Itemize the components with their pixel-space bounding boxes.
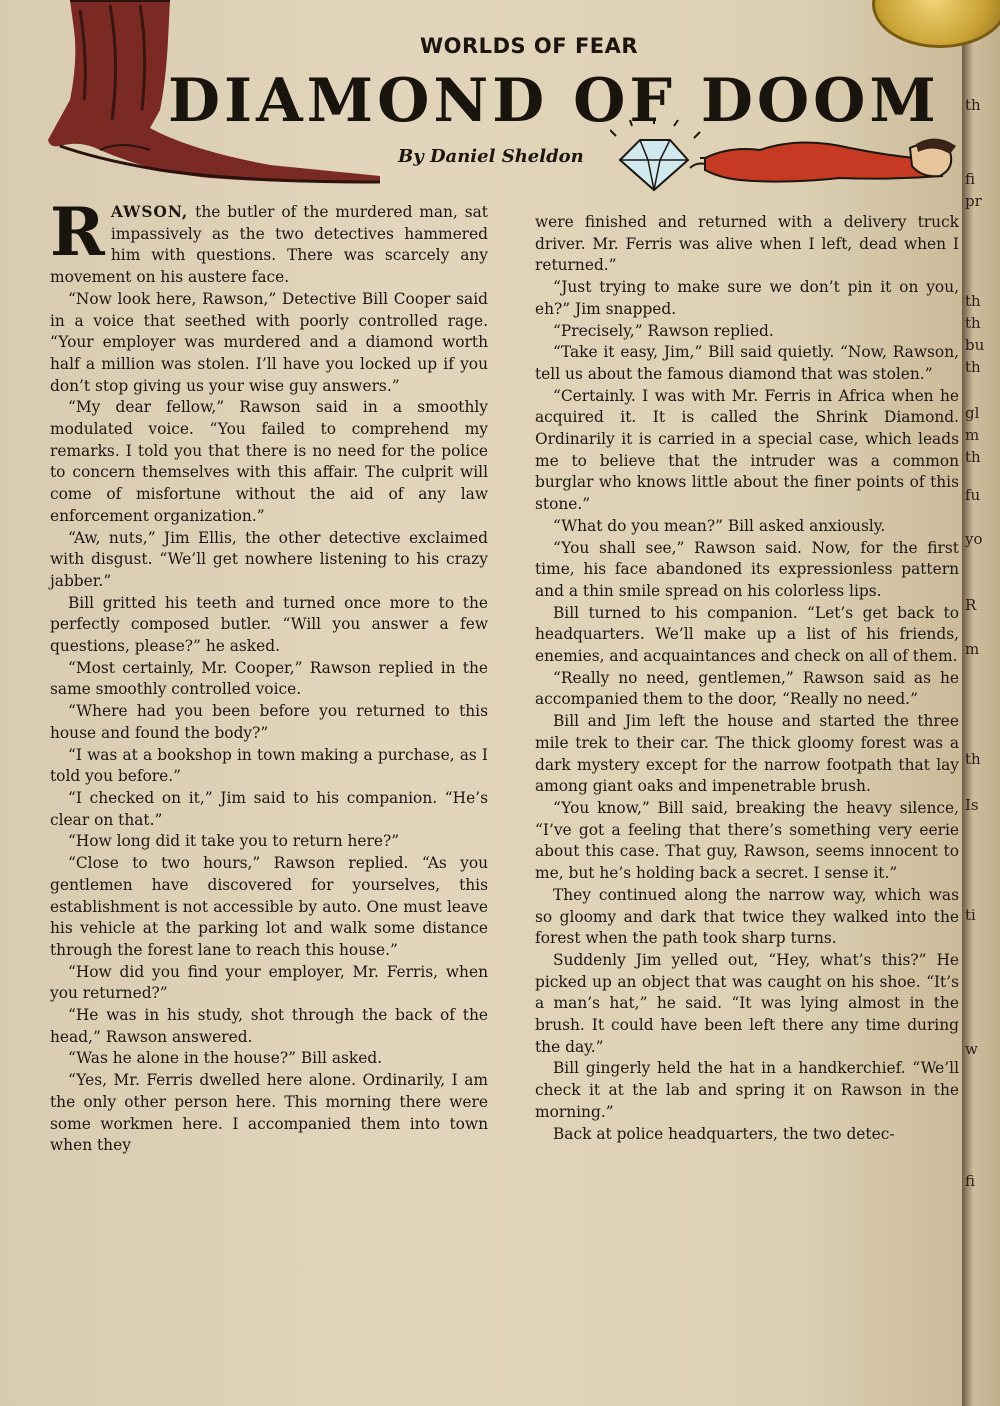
paragraph: “My dear fellow,” Rawson said in a smoothly modulated voice. “You failed to comprehend my remarks. I told you that there is no need for the police to concern themselves with this affair. The culprit will come of misfortune without the aid of any law enforcement organization.” — [50, 398, 488, 525]
paragraph: “He was in his study, shot through the back of the head,” Rawson answered. — [50, 1006, 488, 1046]
paragraph: “Yes, Mr. Ferris dwelled here alone. Ordinarily, I am the only other person here. This morning there were some workmen here. I accompanied them into town when they — [50, 1071, 488, 1155]
edge-fragment: R — [965, 596, 977, 614]
edge-fragment: m — [965, 640, 980, 658]
edge-fragment: fi — [965, 170, 976, 188]
paragraph: “Take it easy, Jim,” Bill said quietly. “Now, Rawson, tell us about the famous diamond that was stolen.” — [535, 343, 959, 383]
drop-cap: R — [50, 193, 105, 271]
edge-fragment: Is — [965, 796, 979, 814]
paragraph: “How did you find your employer, Mr. Ferris, when you returned?” — [50, 962, 488, 1003]
paragraph: “Certainly. I was with Mr. Ferris in Africa when he acquired it. It is called the Shrink Diamond. Ordinarily it is carried in a special case, which leads me to believe that the intruder was a common burglar who knows little about the finer points of this stone.” — [535, 386, 959, 514]
paragraph: “What do you mean?” Bill asked anxiously. — [553, 516, 886, 535]
edge-fragment: m — [965, 426, 980, 444]
paragraph: “Precisely,” Rawson replied. — [553, 321, 774, 340]
edge-fragment: th — [965, 358, 981, 376]
paragraph: RAWSON, the butler of the murdered man, sat impassively as the two detectives hammered him with questions. There was scarcely any movement on his austere face. — [50, 193, 488, 287]
story-column-right — [535, 212, 959, 1145]
edge-fragment: th — [965, 292, 981, 310]
adjacent-page-edge — [962, 0, 1000, 1406]
edge-fragment: fi — [965, 1172, 976, 1190]
fallen-man-with-diamond-illustration — [610, 118, 960, 198]
paragraph: Back at police headquarters, the two detec- — [553, 1124, 895, 1143]
paragraph: “I checked on it,” Jim said to his companion. “He’s clear on that.” — [50, 788, 488, 829]
paragraph: Bill gritted his teeth and turned once more to the perfectly composed butler. “Will you answer a few questions, please?” he asked. — [50, 593, 488, 656]
paragraph: “You shall see,” Rawson said. Now, for the first time, his face abandoned its expressionless pattern and a thin smile spread on his colorless lips. — [535, 538, 959, 600]
paragraph: Suddenly Jim yelled out, “Hey, what’s this?” He picked up an object that was caught on his shoe. “It’s a man’s hat,” he said. “It was lying almost in the brush. It could have been left there any time during the day.” — [535, 950, 959, 1056]
paragraph: “I was at a bookshop in town making a purchase, as I told you before.” — [50, 745, 488, 786]
paragraph: “How long did it take you to return here?” — [68, 832, 400, 851]
paragraph: “Most certainly, Mr. Cooper,” Rawson replied in the same smoothly controlled voice. — [50, 658, 488, 699]
paragraph: “Just trying to make sure we don’t pin it on you, eh?” Jim snapped. — [535, 278, 959, 318]
paragraph: Bill gingerly held the hat in a handkerchief. “We’ll check it at the lab and spring it on Rawson in the morning.” — [535, 1059, 959, 1121]
story-header — [0, 0, 985, 195]
paragraph: Bill turned to his companion. “Let’s get back to headquarters. We’ll make up a list of his friends, enemies, and acquaintances and check on all of them. — [535, 603, 959, 666]
paragraph: were finished and returned with a delivery truck driver. Mr. Ferris was alive when I left, dead when I returned.” — [535, 213, 959, 275]
edge-fragment: pr — [965, 192, 982, 210]
edge-fragment: ti — [965, 906, 976, 924]
edge-fragment: th — [965, 750, 981, 768]
edge-fragment: th — [965, 448, 981, 466]
paragraph: “Now look here, Rawson,” Detective Bill Cooper said in a voice that seethed with poorly controlled rage. “Your employer was murdered and a diamond worth half a million was stolen. I’ll have you locked up if you don’t stop giving us your wise guy answers.” — [50, 289, 488, 395]
story-title: DIAMOND OF DOOM — [168, 66, 940, 136]
byline: By Daniel Sheldon — [398, 146, 584, 167]
paragraph: They continued along the narrow way, which was so gloomy and dark that twice they walked into the forest when the path took sharp turns. — [535, 885, 959, 948]
edge-fragment: fu — [965, 486, 981, 504]
edge-fragment: bu — [965, 336, 985, 354]
story-column-left — [50, 193, 488, 1157]
paragraph: “Really no need, gentlemen,” Rawson said as he accompanied them to the door, “Really no need.” — [535, 668, 959, 709]
edge-fragment: w — [965, 1040, 978, 1058]
lead-word: AWSON, — [110, 203, 189, 221]
paragraph: Bill and Jim left the house and started the three mile trek to their car. The thick gloomy forest was a dark mystery except for the narrow footpath that lay among giant oaks and impenetrable brush. — [535, 712, 959, 796]
series-title: WORLDS OF FEAR — [420, 34, 639, 58]
edge-fragment: th — [965, 96, 981, 114]
paragraph: “Close to two hours,” Rawson replied. “As you gentlemen have discovered for yourselves, this establishment is not accessible by auto. One must leave his vehicle at the parking lot and walk some distance through the forest lane to reach this house.” — [50, 854, 488, 959]
paragraph: “Aw, nuts,” Jim Ellis, the other detective exclaimed with disgust. “We’ll get nowhere listening to his crazy jabber.” — [50, 528, 488, 590]
paragraph: “Was he alone in the house?” Bill asked. — [68, 1049, 383, 1068]
edge-fragment: th — [965, 314, 981, 332]
edge-fragment: yo — [965, 530, 983, 548]
paragraph: “Where had you been before you returned to this house and found the body?” — [50, 702, 488, 742]
diamond-icon — [610, 118, 708, 190]
paragraph: “You know,” Bill said, breaking the heavy silence, “I’ve got a feeling that there’s something very eerie about this case. That guy, Rawson, seems innocent to me, but he’s holding back a secret. I sense it.” — [535, 798, 959, 883]
edge-fragment: gl — [965, 404, 980, 422]
